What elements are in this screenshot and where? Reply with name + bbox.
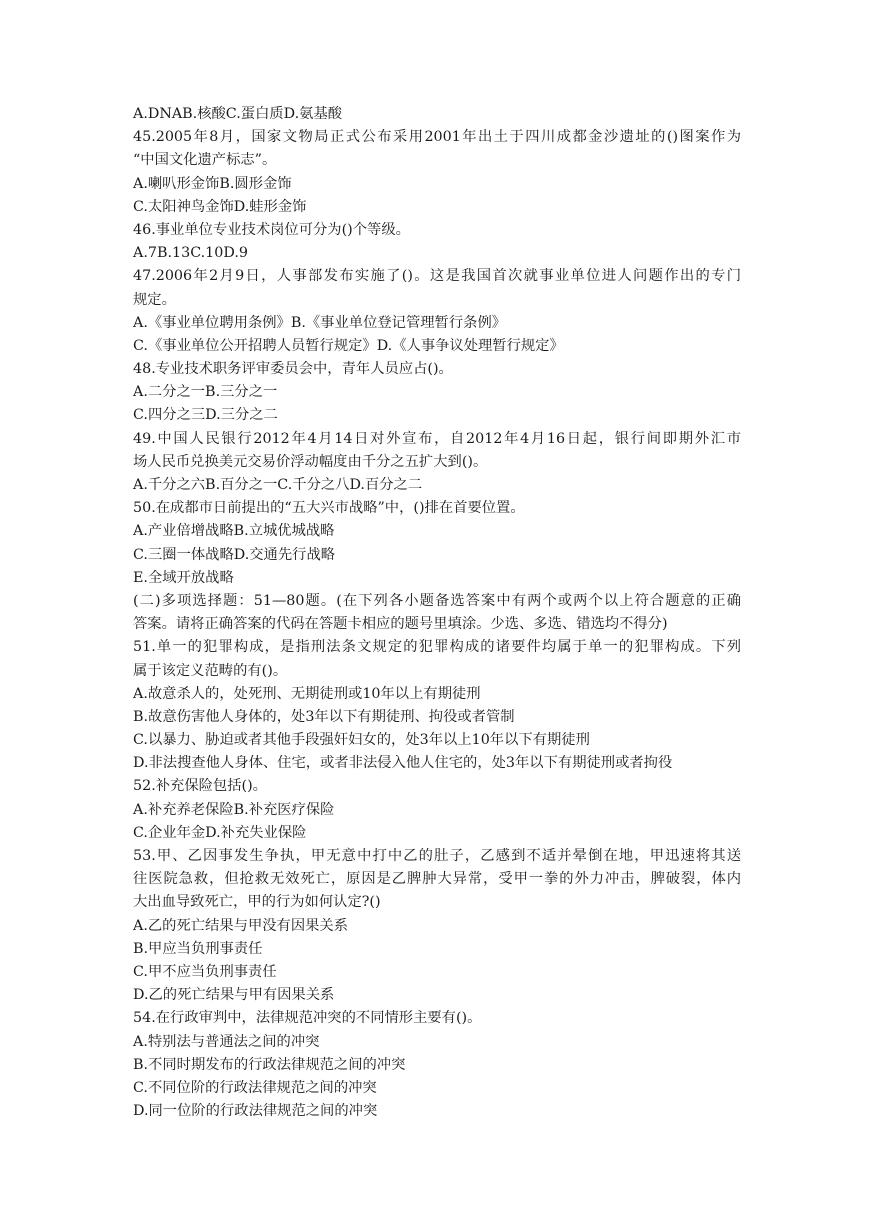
text-line: A.二分之一B.三分之一 — [133, 384, 278, 401]
text-line: A.千分之六B.百分之一C.千分之八D.百分之二 — [133, 477, 423, 493]
text-line: 规定。 — [133, 291, 176, 308]
text-line: C.三圈一体战略D.交通先行战略 — [133, 546, 336, 563]
text-line: B.故意伤害他人身体的，处3年以下有期徒刑、拘役或者管制 — [133, 708, 515, 725]
text-line: B.甲应当负刑事责任 — [133, 940, 263, 957]
text-line: D.非法搜查他人身体、住宅，或者非法侵入他人住宅的，处3年以下有期徒刑或者拘役 — [133, 755, 673, 772]
text-line: 54.在行政审判中，法律规范冲突的不同情形主要有()。 — [133, 1010, 482, 1027]
text-line: 答案。请将正确答案的代码在答题卡相应的题号里填涂。少选、多选、错选均不得分) — [133, 616, 668, 633]
text-line: C.不同位阶的行政法律规范之间的冲突 — [133, 1079, 377, 1096]
text-line: (二)多项选择题：51—80题。(在下列各小题备选答案中有两个或两个以上符合题意的正确 — [133, 592, 741, 609]
text-line: C.四分之三D.三分之二 — [133, 407, 278, 424]
text-line: 46.事业单位专业技术岗位可分为()个等级。 — [133, 221, 410, 238]
text-line: C.以暴力、胁迫或者其他手段强奸妇女的，处3年以上10年以下有期徒刑 — [133, 732, 590, 749]
text-line: 48.专业技术职务评审委员会中，青年人员应占()。 — [133, 361, 453, 378]
text-line: D.乙的死亡结果与甲有因果关系 — [133, 987, 335, 1004]
text-line: C.《事业单位公开招聘人员暂行规定》D.《人事争议处理暂行规定》 — [133, 337, 564, 354]
text-line: 属于该定义范畴的有()。 — [133, 662, 288, 679]
text-line: 场人民币兑换美元交易价浮动幅度由千分之五扩大到()。 — [133, 453, 488, 470]
text-line: A.特别法与普通法之间的冲突 — [133, 1033, 320, 1050]
text-line: 47.2006年2月9日，人事部发布实施了()。这是我国首次就事业单位进人问题作出的专门 — [133, 268, 741, 285]
document-page — [133, 103, 741, 1123]
text-line: B.不同时期发布的行政法律规范之间的冲突 — [133, 1056, 406, 1073]
text-line: 52.补充保险包括()。 — [133, 778, 267, 795]
text-line: C.太阳神鸟金饰D.蛙形金饰 — [133, 198, 307, 215]
text-line: A.喇叭形金饰B.圆形金饰 — [133, 175, 292, 192]
text-line: A.乙的死亡结果与甲没有因果关系 — [133, 917, 349, 934]
text-line: A.DNAB.核酸C.蛋白质D.氨基酸 — [133, 106, 343, 122]
text-line: 45.2005年8月，国家文物局正式公布采用2001年出土于四川成都金沙遗址的()图案作为 — [133, 129, 741, 146]
text-line: A.补充养老保险B.补充医疗保险 — [133, 801, 335, 818]
text-line: 53.甲、乙因事发生争执，甲无意中打中乙的肚子，乙感到不适并晕倒在地，甲迅速将其送 — [133, 848, 741, 864]
text-line: 49.中国人民银行2012年4月14日对外宣布，自2012年4月16日起，银行间即期外汇市 — [133, 430, 741, 447]
text-line: D.同一位阶的行政法律规范之间的冲突 — [133, 1103, 378, 1120]
text-line: 大出血导致死亡，甲的行为如何认定?() — [133, 894, 381, 911]
text-line: C.企业年金D.补充失业保险 — [133, 824, 307, 841]
text-line: “中国文化遗产标志”。 — [133, 152, 277, 169]
text-line: A.产业倍增战略B.立城优城战略 — [133, 523, 335, 540]
text-line: C.甲不应当负刑事责任 — [133, 963, 277, 980]
text-line: 往医院急救，但抢救无效死亡，原因是乙脾肿大异常，受甲一拳的外力冲击，脾破裂，体内 — [133, 871, 741, 888]
text-line: 50.在成都市日前提出的“五大兴市战略”中，()排在首要位置。 — [133, 500, 525, 517]
text-line: E.全域开放战略 — [133, 569, 234, 586]
text-line: A.《事业单位聘用条例》B.《事业单位登记管理暂行条例》 — [133, 314, 507, 331]
text-line: A.故意杀人的，处死刑、无期徒刑或10年以上有期徒刑 — [133, 685, 481, 702]
text-line: 51.单一的犯罪构成，是指刑法条文规定的犯罪构成的诸要件均属于单一的犯罪构成。下列 — [133, 639, 741, 656]
text-line: A.7B.13C.10D.9 — [133, 245, 248, 262]
